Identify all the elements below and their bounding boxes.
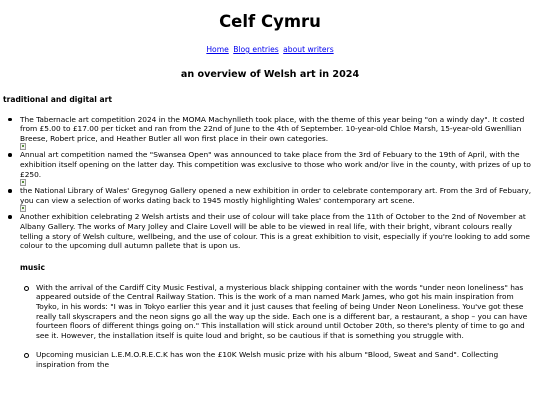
- list-item-text: Annual art competition named the "Swansea Open" was announced to take place from the 3rd of Febuary to the 19th of April, with the exhibition itself opening on the latter day. This competition was exclusive to those who work and/or live in the county, with prizes of up to £250.: [20, 150, 531, 179]
- page-heading: an overview of Welsh art in 2024: [180, 68, 360, 80]
- site-title: Celf Cymru: [219, 12, 321, 31]
- broken-image-icon: [20, 143, 26, 150]
- broken-image-icon: [20, 205, 26, 212]
- list-item: [20, 212, 540, 250]
- traditional-digital-list: [0, 115, 540, 251]
- list-item-text: The Tabernacle art competition 2024 in the MOMA Machynlleth took place, with the theme of this year being "on a windy day". It costed from £5.00 to £17.00 per ticket and ran from the 22nd of June to the 4th of September. 10-year-old Chloe Marsh, 15-year-old Gwenllian Breese, Robert price, and Heather Butler all won first place in their own categories.: [20, 114, 525, 143]
- list-item-text: Another exhibition celebrating 2 Welsh artists and their use of colour will take place from the 11th of October to the 2nd of November at Albany Gallery. The works of Mary Jolley and Claire Lovell will be able to be viewed in real life, with their bright, vibrant colours really telling a story of Welsh culture, wellbeing, and the use of colour. This is a great exhibition to visit, especially if you're looking to add some colour to the upcoming dull autumn pallete that is upon us.: [20, 212, 530, 251]
- list-item-text: With the arrival of the Cardiff City Music Festival, a mysterious black shipping container with the words "under neon loneliness" has appeared outside of the Central Railway Station. This is the work of a man named Mark James, who got his main inspiration from Toyko, in his words: "I was in Tokyo earlier this year and it just causes that feeling of being Under Neon Loneliness. You've got these really tall skyscrapers and the neon signs go all the way up the side. Each one is a different bar, a restaurant, a shop – you can have fourteen floors of different things going on." This installation will stick around until October 20th, so there's plenty of time to go and see it. However, the installation itself is quite loud and bright, so be cautious if that is something you struggle with.: [36, 282, 528, 340]
- nav-link-blog[interactable]: Blog entries: [233, 45, 279, 54]
- nav-bar: [0, 45, 540, 55]
- list-item: [20, 186, 540, 212]
- nav-link-about[interactable]: about writers: [283, 45, 334, 54]
- list-item-text: Upcoming musician L.E.M.O.R.E.C.K has won the £10K Welsh music prize with his album "Blood, Sweat and Sand". Collecting inspiration from the: [36, 350, 499, 369]
- section-title-music: music: [20, 262, 45, 272]
- music-list: [0, 283, 540, 370]
- broken-image-icon: [20, 179, 26, 186]
- list-item: [36, 350, 540, 369]
- nav-link-home[interactable]: Home: [206, 45, 229, 54]
- list-item-text: the National Library of Wales' Gregynog Gallery opened a new exhibition in order to celebrate contemporary art. From the 3rd of Febuary, you can view a selection of works dating back to 1945 mostly highlighting Wales' contemporary art scene.: [20, 186, 532, 205]
- list-item: [20, 115, 540, 151]
- list-item: [20, 150, 540, 186]
- list-item: [36, 283, 540, 341]
- section-title-traditional-digital: traditional and digital art: [3, 94, 112, 104]
